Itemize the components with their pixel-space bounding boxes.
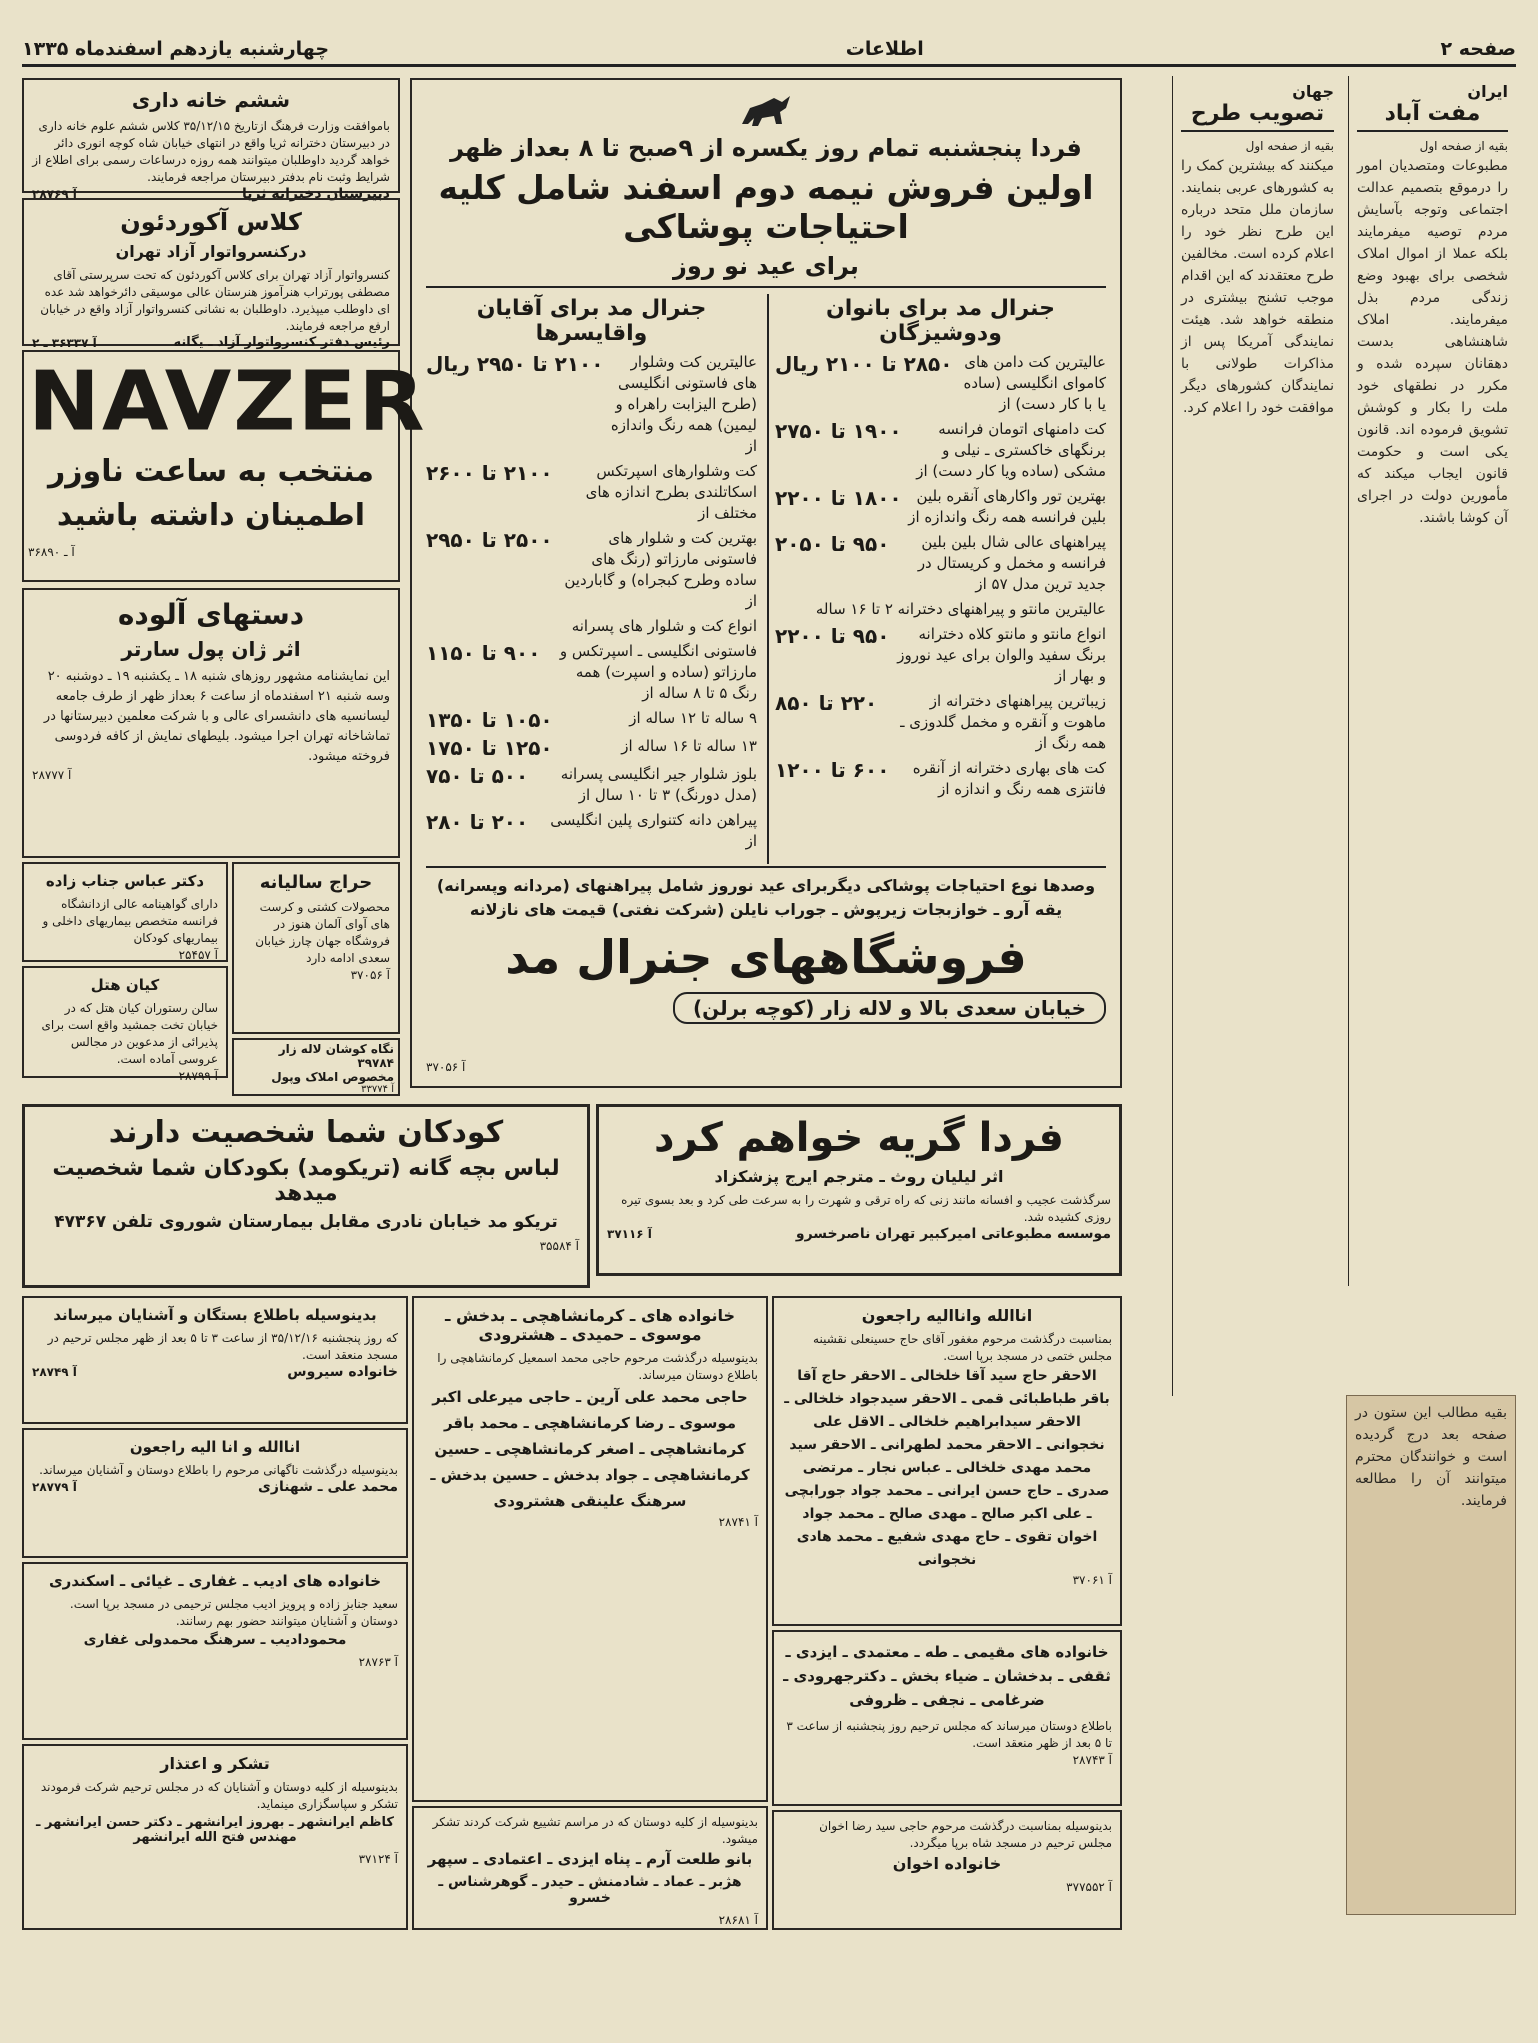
notice-adib-code: آ ۲۸۷۶۳ bbox=[358, 1655, 398, 1669]
tricomode-code: آ ۳۵۵۸۴ bbox=[539, 1239, 579, 1253]
men-title: جنرال مد برای آقایان واقایسرها bbox=[476, 296, 707, 346]
notice-aram-sign: هژبر ـ عماد ـ شادمنش ـ حیدر ـ گوهرشناس ـ خسرو bbox=[438, 1874, 742, 1906]
notice-sirus-sign: خانواده سیروس bbox=[287, 1364, 398, 1380]
play-code: آ ۲۸۷۷۷ bbox=[32, 768, 72, 782]
sale-footer-line: وصدها نوع احتیاجات پوشاکی دیگربرای عید نوروز شامل پیراهنهای (مردانه وپسرانه) یقه آرو ـ خوازبجات زیرپوش ـ جوراب نایلن (شرکت نفتی) قیمت های نازلانه bbox=[426, 866, 1106, 922]
accordion-ad-text: کنسرواتوار آزاد تهران برای کلاس آکوردئون که تحت سرپرستی آقای مصطفی پورتراب هنرآموز هنرستان عالی موسیقی دائرخواهد شد عده ای داوطلب میپذیرد. داوطلبان به نشانی کنسرواتوار آزاد واقع در خیابان ارفع مراجعه فرمایند. bbox=[40, 268, 390, 333]
notice-moghimi-code: آ ۲۸۷۴۳ bbox=[1072, 1753, 1112, 1767]
sale-headline: اولین فروش نیمه دوم اسفند شامل کلیه احتیاجات پوشاکی bbox=[438, 168, 1094, 246]
notice-kermanshahchi bbox=[412, 1296, 768, 1802]
men-item-price: ۲۵۰۰ تا ۲۹۵۰ bbox=[426, 528, 553, 552]
shaded-continuation bbox=[1346, 1395, 1516, 1915]
sale-subhead: برای عید نو روز bbox=[426, 252, 1106, 288]
book-author: اثر لیلیان روث ـ مترجم ایرج پزشکزاد bbox=[714, 1167, 1004, 1186]
women-item-description: زیباترین پیراهنهای دخترانه از ماهوت و آنقره و مخمل گلدوزی ـ همه رنگ از bbox=[900, 692, 1106, 752]
school-ad-code: آ ۲۸۷۶۹ bbox=[32, 187, 77, 201]
jahan-column bbox=[1172, 76, 1342, 1396]
book-ad bbox=[596, 1104, 1122, 1276]
issue-date: چهارشنبه یازدهم اسفندماه ۱۳۳۵ bbox=[22, 38, 330, 60]
women-item-price: ۱۹۰۰ تا ۲۷۵۰ bbox=[775, 419, 902, 443]
page-number: صفحه ۲ bbox=[1440, 38, 1516, 60]
notice-kermanshahchi-code: آ ۲۸۷۴۱ bbox=[718, 1515, 758, 1529]
women-price-item bbox=[775, 624, 1106, 687]
notice-adib-text: سعید جنابز زاده و پرویز ادیب مجلس ترحیمی در مسجد برپا است. دوستان و آشنایان میتوانند حضور بهم رسانند. bbox=[69, 1597, 398, 1628]
women-price-item bbox=[775, 352, 1106, 415]
accordion-ad-sign: رئیس دفتر کنسرواتوار آزاد ـ یگانه bbox=[173, 335, 390, 350]
women-item-price: ۶۰۰ تا ۱۲۰۰ bbox=[775, 758, 890, 782]
doctor-title: دکتر عباس جناب زاده bbox=[45, 872, 205, 890]
jahan-article-title: تصویب طرح bbox=[1181, 101, 1334, 132]
men-price-item bbox=[426, 616, 757, 637]
navzer-code: آ ـ ۳۶۸۹۰ bbox=[28, 545, 75, 559]
men-price-item bbox=[426, 764, 757, 806]
men-item-description: انواع کت و شلوار های پسرانه bbox=[571, 617, 757, 635]
notice-shahnazi-sign: محمد علی ـ شهنازی bbox=[258, 1479, 398, 1495]
doctor-ad bbox=[22, 862, 228, 962]
men-item-price: ۹۰۰ تا ۱۱۵۰ bbox=[426, 641, 541, 665]
men-price-item bbox=[426, 810, 757, 852]
notice-shahnazi-text: بدینوسیله درگذشت ناگهانی مرحوم را باطلاع دوستان و آشنایان میرساند. bbox=[39, 1463, 398, 1477]
school-ad bbox=[22, 78, 400, 202]
men-price-item bbox=[426, 736, 757, 760]
men-price-item bbox=[426, 352, 757, 457]
haraj-text: محصولات کشتی و کرست های آوای آلمان هنوز در فروشگاه جهان چارز خیابان سعدی ادامه دارد bbox=[255, 900, 390, 965]
jahan-body: میکنند که بیشترین کمک را به کشورهای عربی بنمایند. سازمان ملل متحد درباره این طرح نظر خود را اعلام کرده است. مخالفین طرح معتقدند که این اقدام موجب تشنج بیشتری در منطقه خواهد شد. هیئت نمایندگی آمریکا پس از مذاکرات طولانی با نمایندگان کشورهای دیگر موافقت خود را اعلام کرد. bbox=[1181, 158, 1334, 416]
notice-aram-code: آ ۲۸۶۸۱ bbox=[718, 1913, 758, 1927]
iran-intro: بقیه از صفحه اول bbox=[1419, 139, 1508, 153]
kiyan-hotel-ad bbox=[22, 966, 228, 1083]
women-item-price: ۲۸۵۰ تا ۲۱۰۰ ریال bbox=[775, 352, 953, 376]
men-item-description: پیراهن دانه کتنواری پلین انگلیسی از bbox=[550, 811, 757, 850]
women-item-price: ۱۸۰۰ تا ۲۲۰۰ bbox=[775, 486, 902, 510]
tricomode-ad bbox=[22, 1104, 590, 1288]
women-item-description: انواع مانتو و مانتو کلاه دخترانه برنگ سفید والوان برای عید نوروز و بهار از bbox=[897, 625, 1106, 685]
men-price-item bbox=[426, 708, 757, 732]
book-text: سرگذشت عجیب و افسانه مانند زنی که راه ترقی و شهرت را به سرعت طی کرد و بعد بسوی تیره روزی کشیده شد. bbox=[621, 1193, 1111, 1224]
notice-naqshineh-text: بمناسبت درگذشت مرحوم مغفور آقای حاج حسینعلی نقشینه مجلس ختمی در مسجد برپا است. bbox=[813, 1332, 1112, 1363]
gallery-text: مخصوص املاک وپول bbox=[271, 1070, 394, 1084]
school-ad-title: ششم خانه داری bbox=[131, 88, 291, 112]
notice-moghimi bbox=[772, 1630, 1122, 1806]
men-item-description: عالیترین کت وشلوار های فاستونی انگلیسی (طرح الیزابت راهراه و لیمین) همه رنگ واندازه از bbox=[610, 353, 757, 455]
men-item-description: کت وشلوارهای اسپرتکس اسکاتلندی بطرح اندازه های مختلف از bbox=[585, 462, 757, 522]
notice-akhavan bbox=[772, 1810, 1122, 1930]
notice-kermanshahchi-text: بدینوسیله درگذشت مرحوم حاجی محمد اسمعیل کرمانشاهچی را باطلاع دوستان میرساند. bbox=[437, 1351, 758, 1382]
iran-article-title: مفت آباد bbox=[1357, 101, 1508, 132]
notice-iranshahr-sign: کاظم ایرانشهر ـ بهروز ایرانشهر ـ دکتر حسن ایرانشهر ـ مهندس فتح الله ایرانشهر bbox=[36, 1815, 394, 1845]
tricomode-address: تریکو مد خیابان نادری مقابل بیمارستان شوروی تلفن ۴۷۳۶۷ bbox=[54, 1212, 558, 1232]
notice-sirus-title: بدینوسیله باطلاع بستگان و آشنایان میرساند bbox=[53, 1306, 377, 1324]
school-ad-sign: دبیرستان دخترانه ثریا bbox=[241, 186, 390, 202]
notice-kermanshahchi-names: حاجی محمد علی آرین ـ حاجی میرعلی اکبر موسوی ـ رضا کرمانشاهچی ـ محمد باقر کرمانشاهچی ـ اصغر کرمانشاهچی ـ حسین کرمانشاهچی ـ جواد بدخش ـ حسین بدخش ـ سرهنگ علینقی هشترودی bbox=[430, 1388, 750, 1510]
men-item-description: ۱۳ ساله تا ۱۶ ساله از bbox=[621, 737, 757, 755]
women-item-description: پیراهنهای عالی شال بلین بلین فرانسه و مخمل و کریستال در جدید ترین مدل ۵۷ از bbox=[917, 533, 1106, 593]
notice-sirus bbox=[22, 1296, 408, 1424]
notice-moghimi-title: خانواده های مقیمی ـ طه ـ معتمدی ـ ایزدی ـ ثقفی ـ بدخشان ـ ضیاء بخش ـ دکترجهرودی ـ ضرغامی ـ نجفی ـ ظروفی bbox=[783, 1643, 1111, 1709]
iran-body: مطبوعات ومتصدیان امور را درموقع بتصمیم عدالت اجتماعی وتوجه بآسایش مردم توصیه میفرمایند بلکه عملا از اموال املاک شخصی برای بهبود وضع زندگی مردم بذل میفرمایند. املاک شاهنشاهی بدست دهقانان سپرده شده و مکرر در نطقهای خود ملت را بکار و کوشش تشویق فرموده اند. قانون یکی است و حکومت قانون ایجاب میکند که مأمورین دولت در اجرای آن کوشا باشند. bbox=[1357, 158, 1508, 526]
women-price-item bbox=[775, 486, 1106, 528]
notice-moghimi-text: باطلاع دوستان میرساند که مجلس ترحیم روز پنجشنبه از ساعت ۳ تا ۵ بعد از ظهر منعقد است. bbox=[786, 1719, 1112, 1750]
play-title: دستهای آلوده bbox=[117, 598, 305, 631]
store-ad-code: آ ۳۷۰۵۶ bbox=[426, 1060, 466, 1074]
women-price-item bbox=[775, 532, 1106, 595]
notice-iranshahr-text: بدینوسیله از کلیه دوستان و آشنایان که در مجلس ترحیم شرکت فرمودند تشکر و سپاسگزاری مینماید. bbox=[40, 1780, 398, 1811]
store-name: فروشگاههای جنرال مد bbox=[505, 930, 1027, 984]
tricomode-title: کودکان شما شخصیت دارند bbox=[108, 1115, 504, 1150]
haraj-ad bbox=[232, 862, 400, 1034]
women-price-item bbox=[775, 419, 1106, 482]
kiyan-text: سالن رستوران کیان هتل که در خیابان تخت جمشید واقع است برای پذیرائی از مدعوین در مجالس عروسی آماده است. bbox=[41, 1001, 218, 1066]
kiyan-title: کیان هتل bbox=[90, 976, 160, 994]
gallery-ad bbox=[232, 1038, 400, 1096]
play-ad bbox=[22, 588, 400, 858]
women-item-price: ۲۲۰ تا ۸۵۰ bbox=[775, 691, 878, 715]
women-price-item bbox=[775, 758, 1106, 800]
notice-adib-sign: محمودادیب ـ سرهنگ محمدولی غفاری bbox=[83, 1632, 347, 1648]
newspaper-name: اطلاعات bbox=[845, 38, 924, 60]
men-item-description: بلوز شلوار جیر انگلیسی پسرانه (مدل دورنگ) ۳ تا ۱۰ سال از bbox=[560, 765, 757, 804]
men-item-price: ۵۰۰ تا ۷۵۰ bbox=[426, 764, 529, 788]
notice-sirus-text: که روز پنجشنبه ۳۵/۱۲/۱۶ از ساعت ۳ تا ۵ بعد از ظهر مجلس ترحیم در مسجد منعقد است. bbox=[47, 1331, 398, 1362]
men-item-description: بهترین کت و شلوار های فاستونی مارزاتو (رنگ های ساده وطرح کبجراه) و گاباردین از bbox=[564, 529, 757, 610]
notice-naqshineh-title: اناالله واناالیه راجعون bbox=[861, 1306, 1033, 1325]
navzer-slogan: منتخب به ساعت ناوزر اطمینان داشته باشید bbox=[48, 454, 374, 533]
notice-shahnazi bbox=[22, 1428, 408, 1558]
notice-sirus-code: آ ۲۸۷۴۹ bbox=[32, 1365, 77, 1379]
men-item-price: ۱۲۵۰ تا ۱۷۵۰ bbox=[426, 736, 553, 760]
notice-iranshahr-title: تشکر و اعتذار bbox=[160, 1754, 270, 1773]
book-title: فردا گریه خواهم کرد bbox=[654, 1115, 1064, 1161]
women-item-description: عالیترین مانتو و پیراهنهای دخترانه ۲ تا ۱۶ ساله bbox=[815, 600, 1106, 618]
accordion-ad-code: آ ۳۶۳۳۷ ـ ۲ bbox=[32, 336, 97, 350]
accordion-ad-title: کلاس آکوردئون bbox=[120, 208, 302, 236]
women-price-item bbox=[775, 599, 1106, 620]
notice-akhavan-text: بدینوسیله بمناسبت درگذشت مرحوم حاجی سید رضا اخوان مجلس ترحیم در مسجد شاه برپا میگردد. bbox=[819, 1819, 1112, 1850]
women-item-description: کت دامنهای اتومان فرانسه برنگهای خاکستری ـ نیلی و مشکی (ساده ویا کار دست) از bbox=[916, 420, 1106, 480]
notice-akhavan-title: خانواده اخوان bbox=[892, 1854, 1002, 1873]
sale-announcement: فردا پنجشنبه تمام روز یکسره از ۹صبح تا ۸ بعداز ظهر bbox=[450, 134, 1082, 162]
women-title: جنرال مد برای بانوان ودوشیزگان bbox=[825, 296, 1055, 346]
notice-kermanshahchi-title: خانواده های ـ کرمانشاهچی ـ بدخش ـ موسوی ـ حمیدی ـ هشترودی bbox=[445, 1306, 735, 1344]
doctor-text: دارای گواهینامه عالی ازدانشگاه فرانسه متخصص بیماریهای داخلی و بیماریهای کودکان bbox=[42, 897, 218, 945]
jahan-section-label: جهان bbox=[1292, 82, 1334, 101]
notice-shahnazi-title: اناالله و انا الیه راجعون bbox=[129, 1438, 301, 1456]
notice-iranshahr-code: آ ۳۷۱۲۴ bbox=[358, 1852, 398, 1866]
notice-adib-title: خانواده های ادیب ـ غفاری ـ غیائی ـ اسکندری bbox=[48, 1572, 382, 1590]
men-item-price: ۱۰۵۰ تا ۱۳۵۰ bbox=[426, 708, 553, 732]
notice-naqshineh-code: آ ۳۷۰۶۱ bbox=[1072, 1573, 1112, 1587]
kiyan-code: آ ۲۸۷۹۹ bbox=[178, 1069, 218, 1083]
notice-iranshahr bbox=[22, 1744, 408, 1930]
jahan-intro: بقیه از صفحه اول bbox=[1245, 139, 1334, 153]
men-item-price: ۲۱۰۰ تا ۲۹۵۰ ریال bbox=[426, 352, 604, 376]
notice-aram-title: بانو طلعت آرم ـ پناه ایزدی ـ اعتمادی ـ سپهر bbox=[427, 1850, 753, 1868]
women-section bbox=[767, 294, 1106, 864]
store-address: خیابان سعدی بالا و لاله زار (کوچه برلن) bbox=[673, 992, 1106, 1024]
doctor-code: آ ۲۵۴۵۷ bbox=[178, 948, 218, 962]
men-item-price: ۲۱۰۰ تا ۲۶۰۰ bbox=[426, 461, 553, 485]
men-price-item bbox=[426, 641, 757, 704]
men-item-price: ۲۰۰ تا ۲۸۰ bbox=[426, 810, 529, 834]
play-author: اثر ژان پول سارتر bbox=[121, 637, 301, 661]
haraj-code: آ ۳۷۰۵۶ bbox=[350, 968, 390, 982]
men-item-description: ۹ ساله تا ۱۲ ساله از bbox=[629, 709, 757, 727]
women-item-price: ۹۵۰ تا ۲۲۰۰ bbox=[775, 624, 890, 648]
notice-akhavan-code: آ ۳۷۷۵۵۲ bbox=[1066, 1880, 1112, 1894]
women-item-description: بهترین تور واکارهای آنقره بلین بلین فرانسه همه رنگ واندازه از bbox=[908, 487, 1106, 526]
women-item-price: ۹۵۰ تا ۲۰۵۰ bbox=[775, 532, 890, 556]
continuation-text: بقیه مطالب این ستون در صفحه بعد درج گردیده است و خوانندگان محترم میتوانند آن را مطالعه فرمایند. bbox=[1355, 1405, 1507, 1509]
men-item-description: فاستونی انگلیسی ـ اسپرتکس و مارزاتو (ساده و اسپرت) همه رنگ ۵ تا ۸ ساله از bbox=[559, 642, 757, 702]
notice-aram bbox=[412, 1806, 768, 1930]
accordion-ad bbox=[22, 198, 400, 350]
book-publisher: موسسه مطبوعاتی امیرکبیر تهران ناصرخسرو bbox=[795, 1226, 1111, 1242]
book-code: آ ۳۷۱۱۶ bbox=[607, 1227, 652, 1241]
general-mode-ad bbox=[410, 78, 1122, 1088]
notice-naqshineh-names: الاحقر حاج سید آقا خلخالی ـ الاحقر حاج آقا باقر طباطبائی قمی ـ الاحقر سیدجواد خلخالی ـ الاحقر سیدابراهیم خلخالی ـ الاقل علی نخجوانی ـ الاحقر محمد لطهرانی ـ الاحقر سید محمد مهدی خلخالی ـ عباس نجار ـ مرتضی صدری ـ حاج حسن ایرانی ـ محمد جواد جورابچی ـ علی اکبر صالح ـ مهدی صالح ـ محمد جواد اخوان تقوی ـ حاج مهدی شفیع ـ محمد هادی نخجوانی bbox=[784, 1368, 1110, 1568]
men-price-item bbox=[426, 528, 757, 612]
women-price-item bbox=[775, 691, 1106, 754]
masthead bbox=[22, 34, 1516, 67]
men-price-item bbox=[426, 461, 757, 524]
lion-logo-icon bbox=[736, 88, 796, 132]
notice-aram-text: بدینوسیله از کلیه دوستان که در مراسم تشییع شرکت کردند تشکر میشود. bbox=[432, 1815, 758, 1846]
play-text: این نمایشنامه مشهور روزهای شنبه ۱۸ ـ یکشنبه ۱۹ ـ دوشنبه ۲۰ وسه شنبه ۲۱ اسفندماه از ساعت ۶ بعداز ظهر از طرف جامعه لیسانسیه های دانشسرای عالی و با شرکت معلمین دبیرستانها در تماشاخانه تهران اجرا میشود. بلیطهای نمایش از کافه فردوسی فروخته میشود. bbox=[43, 669, 390, 764]
navzer-brand: NAVZER bbox=[28, 354, 427, 450]
notice-adib bbox=[22, 1562, 408, 1740]
women-item-description: کت های بهاری دخترانه از آنقره فانتزی همه رنگ و اندازه از bbox=[912, 759, 1106, 798]
gallery-title: نگاه کوشان لاله زار ۳۹۷۸۴ bbox=[278, 1042, 394, 1070]
tricomode-line: لباس بچه گانه (تریکومد) بکودکان شما شخصیت میدهد bbox=[52, 1156, 560, 1206]
accordion-ad-subtitle: درکنسرواتوار آزاد تهران bbox=[115, 242, 307, 261]
notice-shahnazi-code: آ ۲۸۷۷۹ bbox=[32, 1480, 77, 1494]
iran-section-label: ایران bbox=[1467, 82, 1508, 101]
men-section bbox=[426, 294, 757, 864]
gallery-code: آ ۳۳۷۷۴ bbox=[361, 1084, 394, 1095]
women-item-description: عالیترین کت دامن های کاموای انگلیسی (ساده یا با کار دست) از bbox=[963, 353, 1106, 413]
iran-column bbox=[1348, 76, 1516, 1286]
school-ad-text: باموافقت وزارت فرهنگ ازتاریخ ۳۵/۱۲/۱۵ کلاس ششم علوم خانه داری در دبیرستان دخترانه ثریا واقع در انتهای خیابان شاه کوچه انوری دائر خواهد گردید داوطلبان میتوانند همه روزه درساعات رسمی برای اطلاع از شرایط وثبت نام بدفتر دبیرستان مراجعه فرمایند. bbox=[32, 119, 390, 184]
navzer-ad bbox=[22, 350, 427, 582]
haraj-title: حراج سالیانه bbox=[259, 872, 373, 893]
notice-naqshineh bbox=[772, 1296, 1122, 1626]
